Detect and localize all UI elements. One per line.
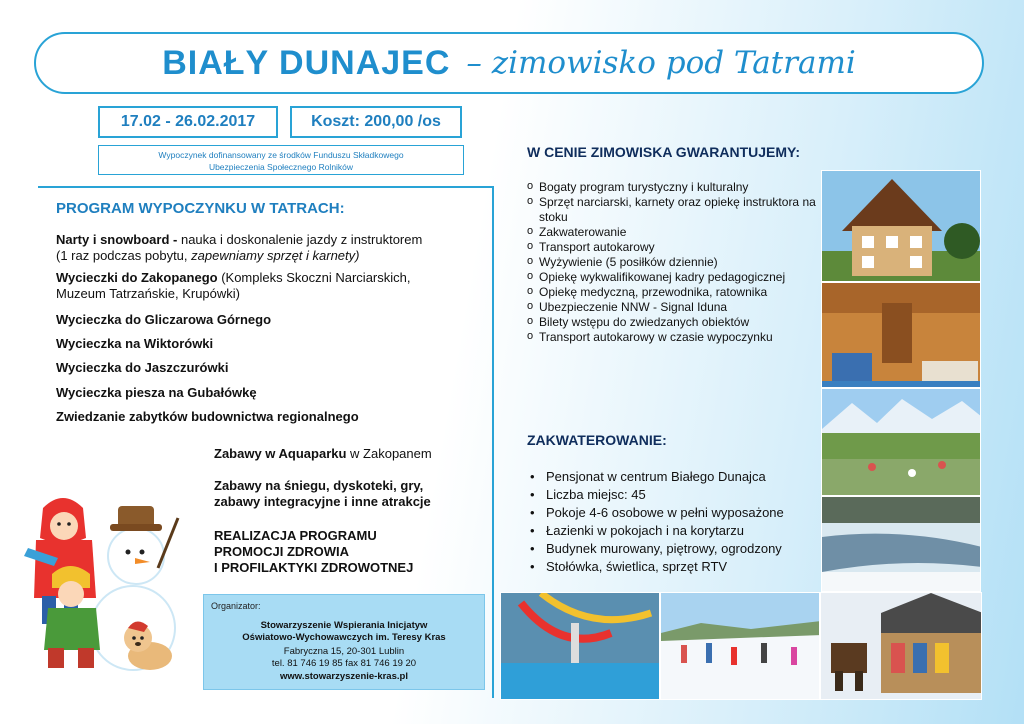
- list-item: o Wyżywienie (5 posiłków dziennie): [525, 255, 821, 270]
- health-program-line-2: PROMOCJI ZDROWIA: [214, 544, 350, 559]
- guarantee-list: [525, 180, 821, 345]
- list-item: o Bogaty program turystyczny i kulturalny: [525, 180, 821, 195]
- photo-river: [821, 496, 981, 592]
- snow-fun-line-2: zabawy integracyjne i inne atrakcje: [214, 494, 431, 509]
- accommodation-list: [530, 468, 820, 576]
- program-item-skiing-desc: nauka i doskonalenie jazdy z instruktorem: [177, 232, 423, 247]
- list-item: o Bilety wstępu do zwiedzanych obiektów: [525, 315, 821, 330]
- photo-aquapark: [500, 592, 660, 700]
- program-item-zakopane-desc: (Kompleks Skoczni Narciarskich,: [217, 270, 411, 285]
- list-item: • Pensjonat w centrum Białego Dunajca: [530, 468, 820, 486]
- program-item-architecture-text: Zwiedzanie zabytków budownictwa regionalnego: [56, 409, 359, 424]
- program-item-skiing-title: Narty i snowboard -: [56, 232, 178, 247]
- program-item-skiing-note: (1 raz podczas pobytu,: [56, 248, 192, 263]
- snowman-children-illustration: [18, 478, 193, 678]
- page-subtitle: – zimowisko pod Tatrami: [466, 45, 856, 81]
- program-item-skiing-note-italic: zapewniamy sprzęt i karnety): [191, 248, 360, 263]
- program-item-wiktorowki-text: Wycieczka na Wiktorówki: [56, 336, 214, 351]
- organizer-phone: tel. 81 746 19 85 fax 81 746 19 20: [271, 658, 417, 669]
- program-item-jaszczurowka-text: Wycieczka do Jaszczurówki: [56, 360, 229, 375]
- program-item-jaszczurowka: [56, 360, 228, 376]
- snow-fun-line-1: Zabawy na śniegu, dyskoteki, gry,: [214, 478, 424, 493]
- list-item: o Zakwaterowanie: [525, 225, 821, 240]
- program-item-gliczarow-text: Wycieczka do Gliczarowa Górnego: [56, 312, 272, 327]
- program-item-gliczarow: [56, 312, 271, 328]
- photo-ski-slope: [660, 592, 820, 700]
- health-program-line-1: REALIZACJA PROGRAMU: [214, 528, 377, 543]
- program-item-skiing: [56, 232, 486, 264]
- program-heading: PROGRAM WYPOCZYNKU W TATRACH:: [56, 200, 345, 217]
- snow-fun-item: [214, 478, 431, 510]
- list-item: • Stołówka, świetlica, sprzęt RTV: [530, 558, 820, 576]
- program-item-zakopane: [56, 270, 486, 302]
- health-program-line-3: I PROFILAKTYKI ZDROWOTNEJ: [214, 560, 414, 575]
- list-item: • Liczba miejsc: 45: [530, 486, 820, 504]
- photo-mountains: [821, 388, 981, 496]
- program-item-zakopane-title: Wycieczki do Zakopanego: [56, 270, 218, 285]
- organizer-name-1: Stowarzyszenie Wspierania Inicjatyw: [260, 620, 428, 631]
- program-item-zakopane-desc2: Muzeum Tatrzańskie, Krupówki): [56, 286, 240, 301]
- list-item: o Opiekę medyczną, przewodnika, ratownika: [525, 285, 821, 300]
- list-item: o Sprzęt narciarski, karnety oraz opiekę instruktora na stoku: [525, 195, 821, 225]
- list-item: o Opiekę wykwalifikowanej kadry pedagogicznej: [525, 270, 821, 285]
- list-item: o Ubezpieczenie NNW - Signal Iduna: [525, 300, 821, 315]
- program-item-gubalowka-text: Wycieczka piesza na Gubałówkę: [56, 385, 257, 400]
- photo-room: [821, 282, 981, 388]
- photo-guesthouse: [821, 170, 981, 282]
- list-item: o Transport autokarowy: [525, 240, 821, 255]
- guarantee-heading: W CENIE ZIMOWISKA GWARANTUJEMY:: [527, 144, 800, 160]
- organizer-address: Fabryczna 15, 20-301 Lublin: [283, 646, 405, 657]
- aquapark-item: [214, 446, 432, 462]
- accommodation-heading: ZAKWATEROWANIE:: [527, 432, 667, 448]
- funding-line-1: Wypoczynek dofinansowany ze środków Funduszu Składkowego: [158, 150, 404, 160]
- organizer-name-2: Oświatowo-Wychowawczych im. Teresy Kras: [242, 632, 446, 643]
- organizer-website[interactable]: www.stowarzyszenie-kras.pl: [280, 671, 408, 682]
- organizer-label: Organizator:: [211, 601, 261, 611]
- funding-note: [98, 145, 464, 175]
- date-box: 17.02 - 26.02.2017: [98, 106, 278, 138]
- list-item: o Transport autokarowy w czasie wypoczynku: [525, 330, 821, 345]
- program-item-architecture: [56, 409, 359, 425]
- funding-line-2: Ubezpieczenia Społecznego Rolników: [208, 162, 354, 172]
- page-title: BIAŁY DUNAJEC: [162, 43, 451, 82]
- list-item: • Pokoje 4-6 osobowe w pełni wyposażone: [530, 504, 820, 522]
- cost-box: Koszt: 200,00 /os: [290, 106, 462, 138]
- health-program: [214, 528, 413, 576]
- aquapark-title: Zabawy w Aquaparku: [214, 446, 347, 461]
- program-item-wiktorowki: [56, 336, 213, 352]
- title-banner: [34, 32, 984, 94]
- photo-market: [820, 592, 982, 700]
- list-item: • Łazienki w pokojach i na korytarzu: [530, 522, 820, 540]
- aquapark-desc: w Zakopanem: [346, 446, 432, 461]
- program-item-gubalowka: [56, 385, 257, 401]
- list-item: • Budynek murowany, piętrowy, ogrodzony: [530, 540, 820, 558]
